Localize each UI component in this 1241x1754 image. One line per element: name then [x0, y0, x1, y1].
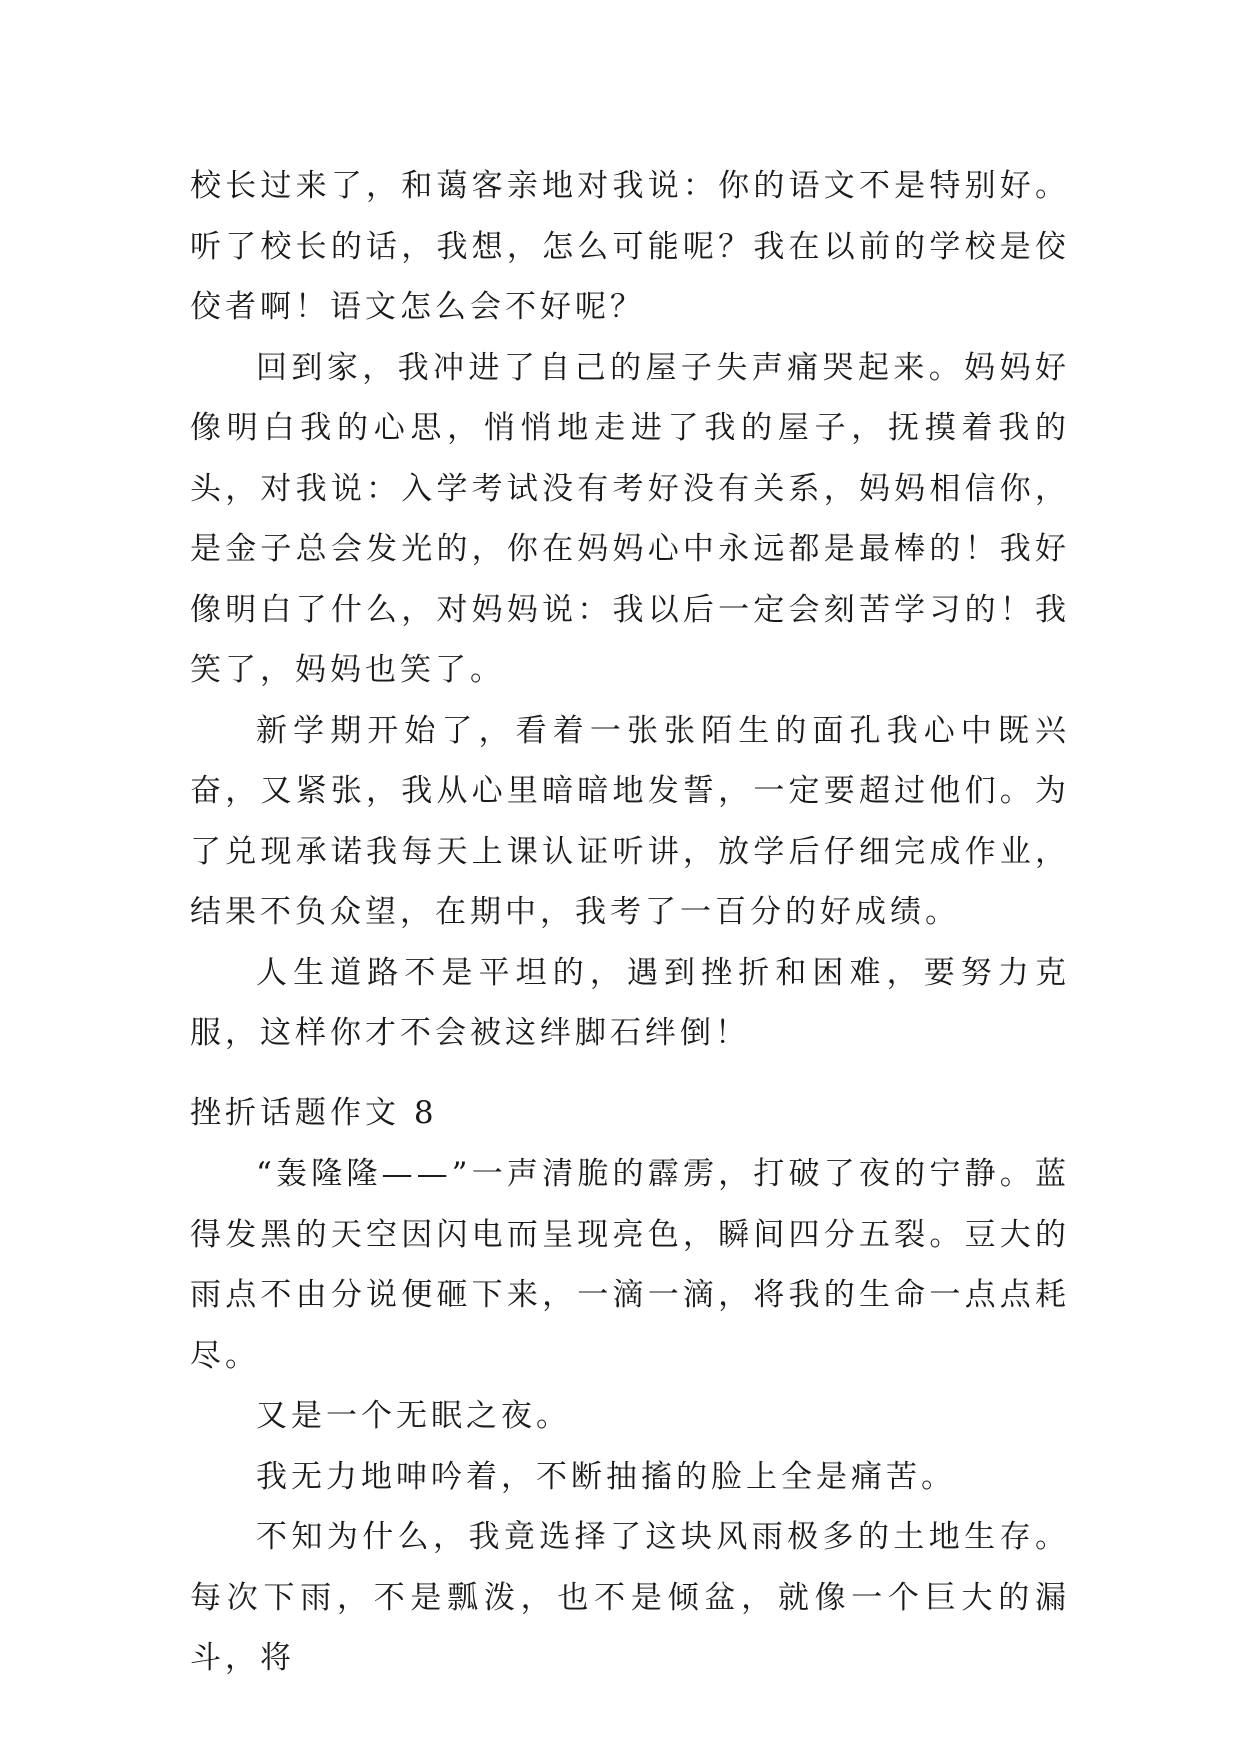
paragraph: “轰隆隆——”一声清脆的霹雳，打破了夜的宁静。蓝得发黑的天空因闪电而呈现亮色，瞬间四分五裂。豆大的雨点不由分说便砸下来，一滴一滴，将我的生命一点点耗尽。 — [190, 1156, 1070, 1374]
paragraph: 回到家，我冲进了自己的屋子失声痛哭起来。妈妈好像明白我的心思，悄悄地走进了我的屋子，抚摸着我的头，对我说：入学考试没有考好没有关系，妈妈相信你，是金子总会发光的，你在妈妈心中永远都是最棒的！我好像明白了什么，对妈妈说：我以后一定会刻苦学习的！我笑了，妈妈也笑了。 — [190, 349, 1070, 688]
paragraph: 我无力地呻吟着，不断抽搐的脸上全是痛苦。 — [256, 1458, 956, 1495]
essay-section-continued — [190, 156, 1070, 1064]
essay-heading: 挫折话题作文 8 — [190, 1095, 438, 1131]
paragraph: 不知为什么，我竟选择了这块风雨极多的土地生存。每次下雨，不是瓢泼，也不是倾盆，就像一个巨大的漏斗，将 — [190, 1519, 1070, 1676]
paragraph: 又是一个无眠之夜。 — [256, 1398, 571, 1434]
essay-section-8 — [190, 1144, 1070, 1689]
paragraph: 新学期开始了，看着一张张陌生的面孔我心中既兴奋，又紧张，我从心里暗暗地发誓，一定要超过他们。为了兑现承诺我每天上课认证听讲，放学后仔细完成作业，结果不负众望，在期中，我考了一百分的好成绩。 — [190, 712, 1070, 930]
paragraph: 校长过来了，和蔼客亲地对我说：你的语文不是特别好。听了校长的话，我想，怎么可能呢？我在以前的学校是佼佼者啊！语文怎么会不好呢？ — [190, 168, 1070, 325]
paragraph: 人生道路不是平坦的，遇到挫折和困难，要努力克服，这样你才不会被这绊脚石绊倒！ — [190, 954, 1070, 1051]
